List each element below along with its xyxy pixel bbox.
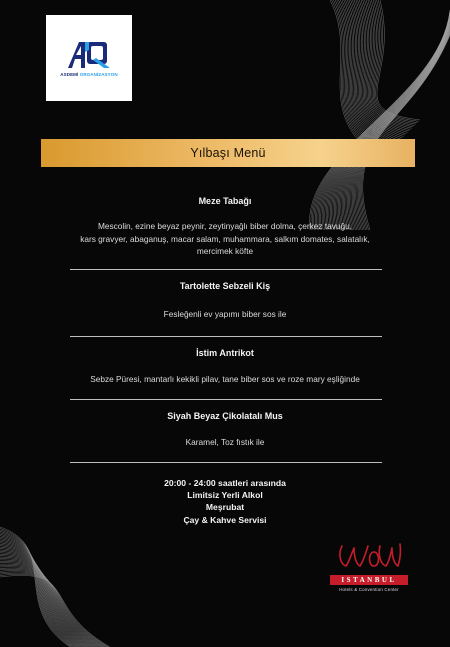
menu-title: Yılbaşı Menü: [190, 146, 266, 160]
menu-title-band: [41, 139, 415, 167]
organizer-logo-text-2: ORGANİZASYON: [79, 71, 118, 77]
menu-content: [40, 196, 410, 526]
organizer-logo: [46, 15, 132, 101]
extras-item: Çay & Kahve Servisi: [183, 514, 267, 525]
section-desc-line: mercimek köfte: [196, 246, 254, 257]
venue-logo-script-mark: [334, 540, 404, 574]
section-desc-meze: [40, 220, 410, 258]
extras-list: [40, 477, 410, 527]
venue-logo-sub: Hotels & Convention Center: [339, 587, 399, 592]
section-desc-line: kars gravyer, abaganuş, macar salam, muhammara, salkım domates, salatalık,: [80, 233, 370, 244]
organizer-logo-text: [60, 72, 117, 77]
extras-item: 20:00 - 24:00 saatleri arasında: [164, 477, 286, 488]
section-title-tartolette: Tartolette Sebzeli Kiş: [179, 280, 271, 291]
organizer-logo-mark: [66, 40, 112, 70]
venue-logo-name: ISTANBUL: [330, 575, 408, 585]
section-title-antrikot: İstim Antrikot: [196, 348, 254, 359]
section-desc-line: Mescolin, ezine beyaz peynir, zeytinyağlı biber dolma, çerkez tavuğu,: [97, 221, 353, 231]
section-desc-tartolette: Fesleğenli ev yapımı biber sos ile: [163, 308, 287, 319]
section-title-mus: Siyah Beyaz Çikolatalı Mus: [167, 410, 283, 421]
divider: [70, 399, 382, 400]
section-title-meze: Meze Tabağı: [198, 196, 252, 206]
divider: [70, 462, 382, 463]
section-desc-antrikot: Sebze Püresi, mantarlı kekikli pilav, tane biber sos ve roze mary eşliğinde: [90, 374, 360, 385]
extras-item: Limitsiz Yerli Alkol: [187, 489, 263, 500]
venue-logo: [330, 540, 408, 592]
section-desc-mus: Karamel, Toz fıstık ile: [185, 436, 265, 447]
organizer-logo-text-1: ASDEMİ: [60, 71, 79, 77]
divider: [70, 269, 382, 270]
extras-item: Meşrubat: [205, 502, 245, 513]
divider: [70, 336, 382, 337]
